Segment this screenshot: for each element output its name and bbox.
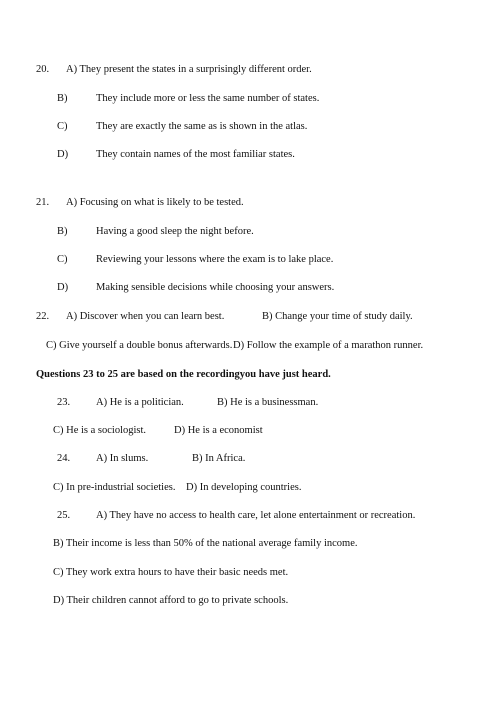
q20-option-a: A) They present the states in a surprisingly different order. <box>66 64 312 75</box>
q23-option-c: C) He is a sociologist. <box>53 425 147 436</box>
q23-option-b: B) He is a businessman. <box>217 397 319 408</box>
q22-option-d: D) Follow the example of a marathon runner. <box>233 340 424 351</box>
q21-option-c-letter: C) <box>57 254 68 265</box>
q20-option-b-letter: B) <box>57 93 68 104</box>
q24-option-c: C) In pre-industrial societies. <box>53 482 176 493</box>
q23-option-d: D) He is a economist <box>174 425 263 436</box>
q23-number: 23. <box>57 397 71 408</box>
q25-option-d: D) Their children cannot afford to go to private schools. <box>53 595 289 606</box>
q21-option-c: Reviewing your lessons where the exam is to lake place. <box>96 254 334 265</box>
q22-number: 22. <box>36 311 50 322</box>
q21-number: 21. <box>36 197 50 208</box>
q24-option-b: B) In Africa. <box>192 453 246 464</box>
q21-option-d-letter: D) <box>57 282 69 293</box>
q25-option-a: A) They have no access to health care, let alone entertainment or recreation. <box>96 510 416 521</box>
q24-number: 24. <box>57 453 71 464</box>
q21-option-d: Making sensible decisions while choosing your answers. <box>96 282 335 293</box>
q22-option-c: C) Give yourself a double bonus afterwards. <box>46 340 233 351</box>
q20-option-d: They contain names of the most familiar states. <box>96 149 295 160</box>
q25-number: 25. <box>57 510 71 521</box>
section-heading: Questions 23 to 25 are based on the recordingyou have just heard. <box>36 369 331 380</box>
q20-option-c-letter: C) <box>57 121 68 132</box>
q25-option-c: C) They work extra hours to have their basic needs met. <box>53 567 289 578</box>
q25-option-b: B) Their income is less than 50% of the national average family income. <box>53 538 358 549</box>
q21-option-a: A) Focusing on what is likely to be tested. <box>66 197 244 208</box>
q20-option-c: They are exactly the same as is shown in the atlas. <box>96 121 308 132</box>
q22-option-a: A) Discover when you can learn best. <box>66 311 225 322</box>
q23-option-a: A) He is a politician. <box>96 397 184 408</box>
q20-number: 20. <box>36 64 50 75</box>
q24-option-a: A) In slums. <box>96 453 149 464</box>
q20-option-b: They include more or less the same number of states. <box>96 93 320 104</box>
q22-option-b: B) Change your time of study daily. <box>262 311 413 322</box>
q21-option-b: Having a good sleep the night before. <box>96 226 254 237</box>
q21-option-b-letter: B) <box>57 226 68 237</box>
q20-option-d-letter: D) <box>57 149 69 160</box>
q24-option-d: D) In developing countries. <box>186 482 302 493</box>
